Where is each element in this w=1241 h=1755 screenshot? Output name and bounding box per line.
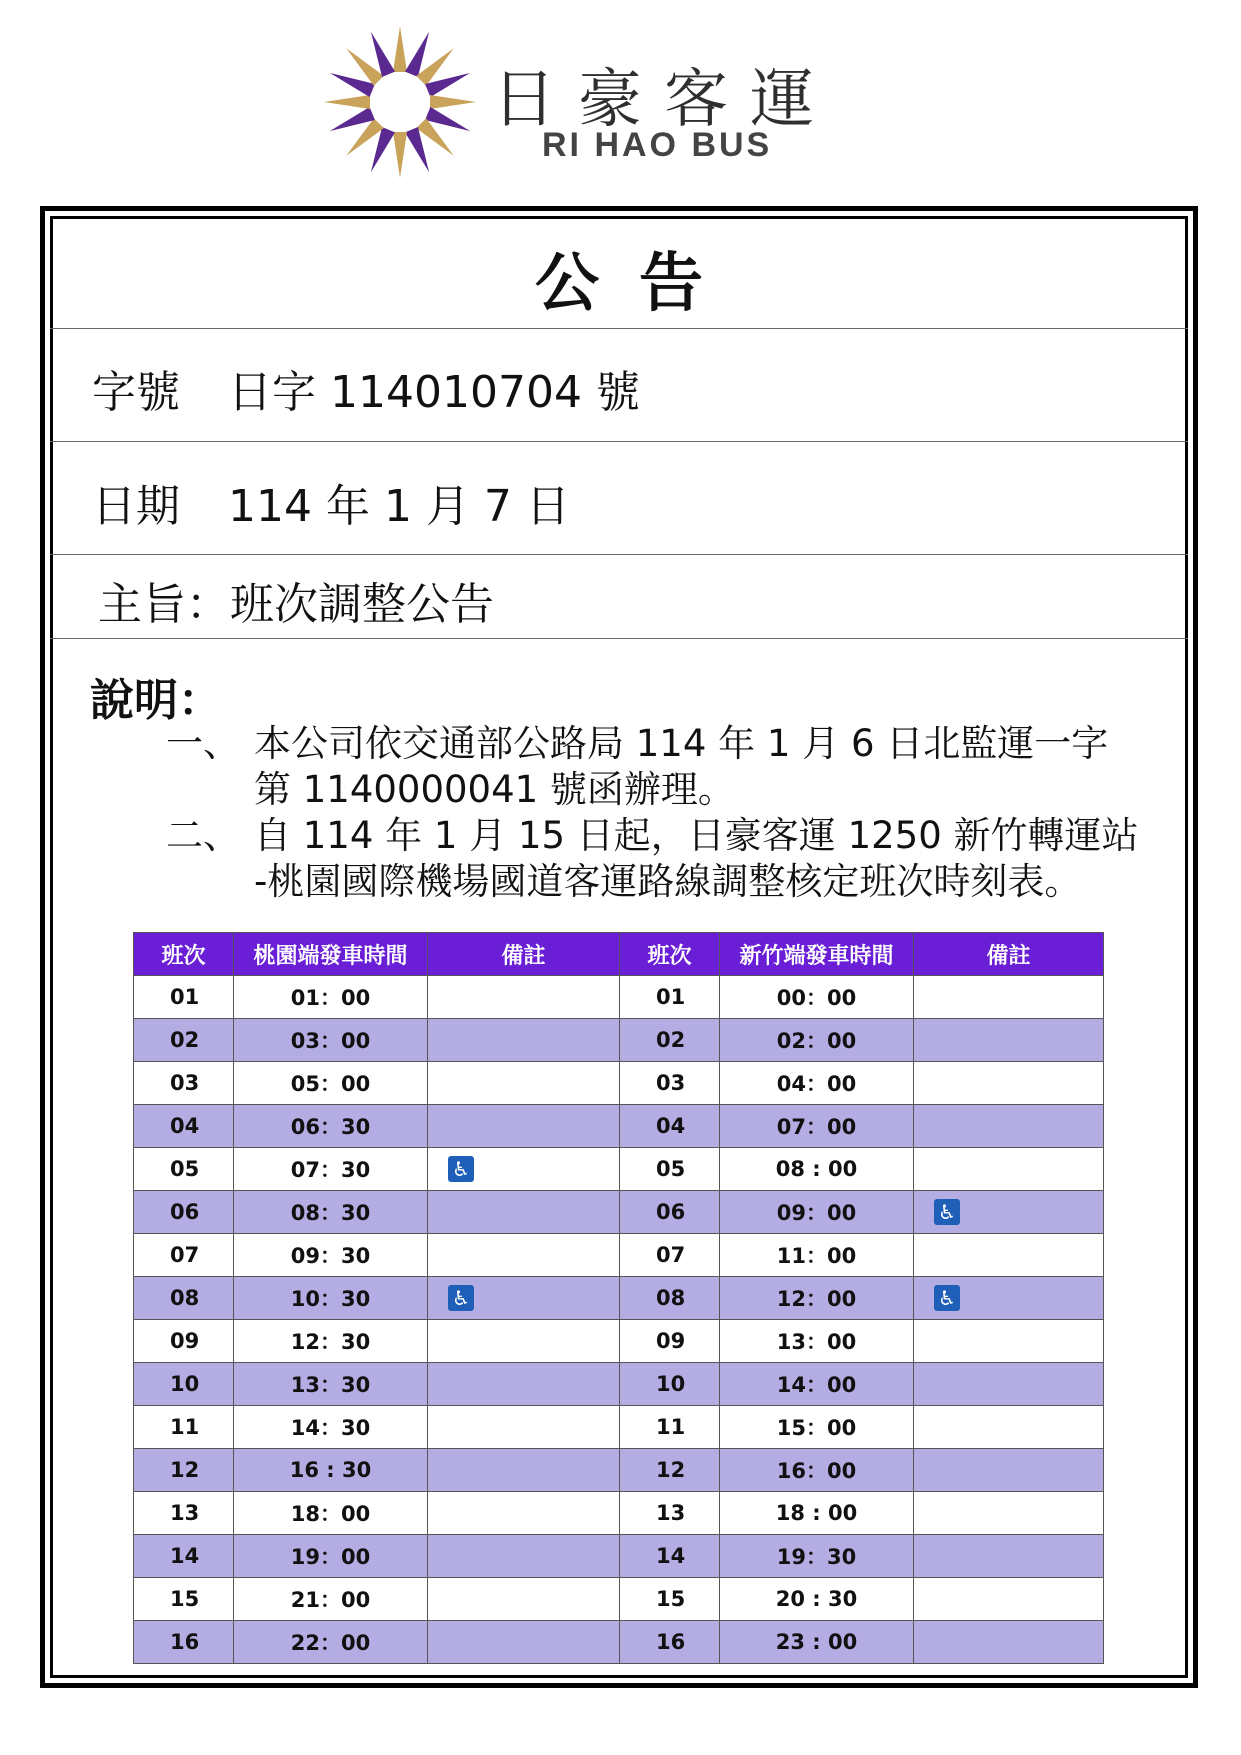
- remark-hsinchu: [914, 1535, 1104, 1578]
- hsinchu-departure-time: 14：00: [720, 1363, 914, 1406]
- item-text-line1: 自 114 年 1 月 15 日起，日豪客運 1250 新竹轉運站: [254, 814, 1139, 857]
- divider: [50, 554, 1188, 555]
- trip-no-taoyuan: 02: [134, 1019, 234, 1062]
- trip-no-taoyuan: 06: [134, 1191, 234, 1234]
- taoyuan-departure-time: 10：30: [234, 1277, 428, 1320]
- trip-no-taoyuan: 12: [134, 1449, 234, 1492]
- remark-taoyuan: [428, 1191, 620, 1234]
- taoyuan-departure-time: 22：00: [234, 1621, 428, 1664]
- wheelchair-icon: ♿: [448, 1156, 474, 1182]
- logo-petal: [430, 95, 476, 109]
- table-row: [134, 1621, 1104, 1664]
- taoyuan-departure-time: 01：00: [234, 976, 428, 1019]
- trip-no-taoyuan: 16: [134, 1621, 234, 1664]
- trip-no-hsinchu: 10: [620, 1363, 720, 1406]
- sunburst-logo-icon: [320, 22, 480, 182]
- header-trip-no: 班次: [620, 933, 720, 976]
- header-taoyuan-time: 桃園端發車時間: [234, 933, 428, 976]
- hsinchu-departure-time: 12：00: [720, 1277, 914, 1320]
- company-name-en: RI HAO BUS: [542, 126, 773, 164]
- trip-no-taoyuan: 15: [134, 1578, 234, 1621]
- taoyuan-departure-time: 05：00: [234, 1062, 428, 1105]
- hsinchu-departure-time: 02：00: [720, 1019, 914, 1062]
- table-row: [134, 976, 1104, 1019]
- hsinchu-departure-time: 13：00: [720, 1320, 914, 1363]
- remark-hsinchu: [914, 976, 1104, 1019]
- remark-hsinchu: [914, 1492, 1104, 1535]
- remark-taoyuan: [428, 1449, 620, 1492]
- remark-hsinchu: [914, 1019, 1104, 1062]
- remark-taoyuan: [428, 1578, 620, 1621]
- table-row: [134, 1062, 1104, 1105]
- trip-no-hsinchu: 04: [620, 1105, 720, 1148]
- trip-no-hsinchu: 09: [620, 1320, 720, 1363]
- trip-no-hsinchu: 12: [620, 1449, 720, 1492]
- remark-hsinchu: [914, 1621, 1104, 1664]
- explain-item: [166, 721, 1109, 811]
- remark-taoyuan: [428, 1148, 620, 1191]
- divider: [50, 328, 1188, 329]
- trip-no-hsinchu: 14: [620, 1535, 720, 1578]
- remark-hsinchu: [914, 1062, 1104, 1105]
- company-name-cn: 日豪客運: [492, 63, 836, 137]
- remark-hsinchu: [914, 1234, 1104, 1277]
- taoyuan-departure-time: 19：00: [234, 1535, 428, 1578]
- table-row: [134, 1535, 1104, 1578]
- schedule-table: [133, 932, 1104, 1664]
- taoyuan-departure-time: 03：00: [234, 1019, 428, 1062]
- trip-no-hsinchu: 16: [620, 1621, 720, 1664]
- trip-no-hsinchu: 02: [620, 1019, 720, 1062]
- doc-number-label: 字號: [92, 367, 180, 418]
- explain-heading: 說明：: [90, 675, 222, 726]
- table-row: [134, 1191, 1104, 1234]
- table-header-row: [134, 933, 1104, 976]
- table-row: [134, 1492, 1104, 1535]
- doc-number-value: 日字 114010704 號: [228, 367, 640, 418]
- taoyuan-departure-time: 07：30: [234, 1148, 428, 1191]
- taoyuan-departure-time: 09：30: [234, 1234, 428, 1277]
- company-logo: [320, 22, 836, 192]
- trip-no-hsinchu: 11: [620, 1406, 720, 1449]
- trip-no-taoyuan: 14: [134, 1535, 234, 1578]
- item-text-line2: -桃園國際機場國道客運路線調整核定班次時刻表。: [254, 860, 1082, 903]
- divider: [50, 441, 1188, 442]
- remark-taoyuan: [428, 1105, 620, 1148]
- remark-hsinchu: [914, 1449, 1104, 1492]
- trip-no-taoyuan: 09: [134, 1320, 234, 1363]
- table-row: [134, 1449, 1104, 1492]
- hsinchu-departure-time: 20 : 30: [720, 1578, 914, 1621]
- remark-hsinchu: [914, 1277, 1104, 1320]
- remark-taoyuan: [428, 1234, 620, 1277]
- hsinchu-departure-time: 07：00: [720, 1105, 914, 1148]
- trip-no-taoyuan: 13: [134, 1492, 234, 1535]
- wheelchair-icon: ♿: [934, 1285, 960, 1311]
- remark-hsinchu: [914, 1363, 1104, 1406]
- item-text-line1: 本公司依交通部公路局 114 年 1 月 6 日北監運一字: [254, 722, 1109, 765]
- table-row: [134, 1148, 1104, 1191]
- remark-hsinchu: [914, 1320, 1104, 1363]
- remark-hsinchu: [914, 1148, 1104, 1191]
- taoyuan-departure-time: 16 : 30: [234, 1449, 428, 1492]
- trip-no-hsinchu: 05: [620, 1148, 720, 1191]
- remark-taoyuan: [428, 1535, 620, 1578]
- remark-taoyuan: [428, 1062, 620, 1105]
- remark-hsinchu: [914, 1105, 1104, 1148]
- trip-no-taoyuan: 01: [134, 976, 234, 1019]
- remark-hsinchu: [914, 1191, 1104, 1234]
- hsinchu-departure-time: 16：00: [720, 1449, 914, 1492]
- item-text-line2: 第 1140000041 號函辦理。: [254, 768, 735, 811]
- header-remark: 備註: [914, 933, 1104, 976]
- trip-no-taoyuan: 10: [134, 1363, 234, 1406]
- hsinchu-departure-time: 15：00: [720, 1406, 914, 1449]
- divider: [50, 638, 1188, 639]
- hsinchu-departure-time: 23 : 00: [720, 1621, 914, 1664]
- doc-number-row: [92, 356, 640, 420]
- remark-taoyuan: [428, 1621, 620, 1664]
- date-value: 114 年 1 月 7 日: [228, 481, 570, 532]
- logo-petal: [393, 132, 407, 178]
- header-remark: 備註: [428, 933, 620, 976]
- remark-hsinchu: [914, 1406, 1104, 1449]
- table-row: [134, 1277, 1104, 1320]
- taoyuan-departure-time: 12：30: [234, 1320, 428, 1363]
- remark-taoyuan: [428, 1277, 620, 1320]
- item-number: 二、: [166, 814, 240, 857]
- trip-no-taoyuan: 05: [134, 1148, 234, 1191]
- remark-taoyuan: [428, 1492, 620, 1535]
- wheelchair-icon: ♿: [448, 1285, 474, 1311]
- hsinchu-departure-time: 04：00: [720, 1062, 914, 1105]
- hsinchu-departure-time: 09：00: [720, 1191, 914, 1234]
- table-row: [134, 1234, 1104, 1277]
- taoyuan-departure-time: 06：30: [234, 1105, 428, 1148]
- subject: 主旨：班次調整公告: [98, 579, 494, 630]
- trip-no-hsinchu: 07: [620, 1234, 720, 1277]
- remark-taoyuan: [428, 976, 620, 1019]
- header-trip-no: 班次: [134, 933, 234, 976]
- item-number: 一、: [166, 722, 240, 765]
- taoyuan-departure-time: 18：00: [234, 1492, 428, 1535]
- hsinchu-departure-time: 00：00: [720, 976, 914, 1019]
- trip-no-hsinchu: 13: [620, 1492, 720, 1535]
- trip-no-hsinchu: 15: [620, 1578, 720, 1621]
- header-hsinchu-time: 新竹端發車時間: [720, 933, 914, 976]
- table-row: [134, 1320, 1104, 1363]
- trip-no-hsinchu: 06: [620, 1191, 720, 1234]
- date-row: [92, 470, 570, 534]
- table-row: [134, 1363, 1104, 1406]
- trip-no-hsinchu: 08: [620, 1277, 720, 1320]
- table-row: [134, 1578, 1104, 1621]
- table-row: [134, 1105, 1104, 1148]
- hsinchu-departure-time: 19：30: [720, 1535, 914, 1578]
- remark-taoyuan: [428, 1406, 620, 1449]
- trip-no-taoyuan: 03: [134, 1062, 234, 1105]
- logo-petal: [393, 26, 407, 72]
- remark-taoyuan: [428, 1363, 620, 1406]
- remark-taoyuan: [428, 1320, 620, 1363]
- trip-no-taoyuan: 07: [134, 1234, 234, 1277]
- trip-no-taoyuan: 11: [134, 1406, 234, 1449]
- trip-no-taoyuan: 04: [134, 1105, 234, 1148]
- trip-no-hsinchu: 03: [620, 1062, 720, 1105]
- table-row: [134, 1406, 1104, 1449]
- hsinchu-departure-time: 11：00: [720, 1234, 914, 1277]
- explain-item: [166, 813, 1139, 903]
- taoyuan-departure-time: 21：00: [234, 1578, 428, 1621]
- trip-no-hsinchu: 01: [620, 976, 720, 1019]
- taoyuan-departure-time: 13：30: [234, 1363, 428, 1406]
- hsinchu-departure-time: 18 : 00: [720, 1492, 914, 1535]
- hsinchu-departure-time: 08 : 00: [720, 1148, 914, 1191]
- date-label: 日期: [92, 481, 180, 532]
- table-row: [134, 1019, 1104, 1062]
- notice-title: 公告: [535, 246, 743, 321]
- trip-no-taoyuan: 08: [134, 1277, 234, 1320]
- remark-hsinchu: [914, 1578, 1104, 1621]
- logo-petal: [324, 95, 370, 109]
- taoyuan-departure-time: 14：30: [234, 1406, 428, 1449]
- wheelchair-icon: ♿: [934, 1199, 960, 1225]
- taoyuan-departure-time: 08：30: [234, 1191, 428, 1234]
- remark-taoyuan: [428, 1019, 620, 1062]
